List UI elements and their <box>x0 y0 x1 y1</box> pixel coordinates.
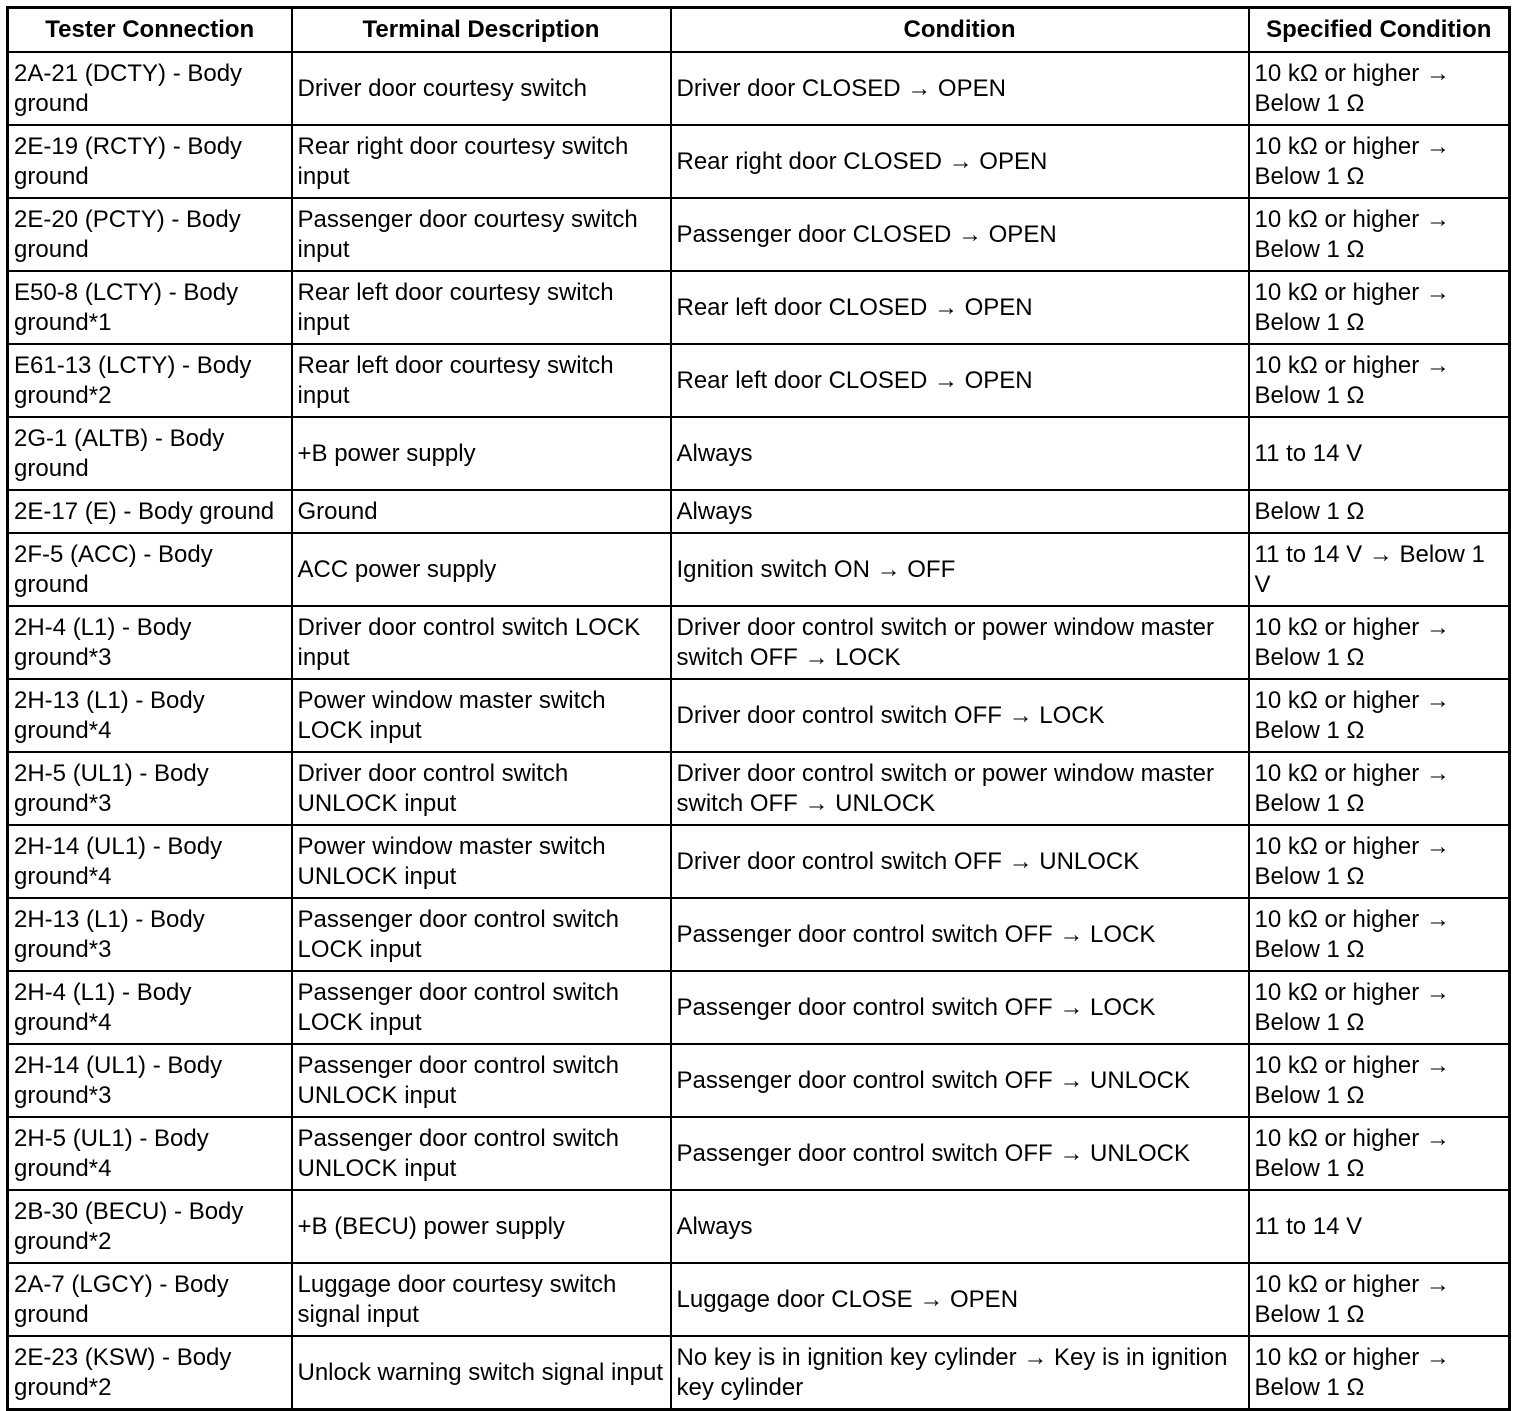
condition-cell: No key is in ignition key cylinder → Key is in ignition key cylinder <box>671 1336 1249 1410</box>
table-row <box>8 417 1510 490</box>
specified-condition-cell: 10 kΩ or higher → Below 1 Ω <box>1249 271 1510 344</box>
specified-condition-cell: 10 kΩ or higher → Below 1 Ω <box>1249 679 1510 752</box>
specified-condition-cell: 10 kΩ or higher → Below 1 Ω <box>1249 898 1510 971</box>
terminal-description-cell: Passenger door control switch UNLOCK input <box>292 1117 671 1190</box>
tester-connection-cell: 2A-21 (DCTY) - Body ground <box>8 52 292 125</box>
table-row <box>8 198 1510 271</box>
condition-cell: Passenger door CLOSED → OPEN <box>671 198 1249 271</box>
table-row <box>8 1336 1510 1410</box>
tester-connection-cell: 2H-5 (UL1) - Body ground*3 <box>8 752 292 825</box>
specified-condition-cell: 10 kΩ or higher → Below 1 Ω <box>1249 752 1510 825</box>
specified-condition-cell: 10 kΩ or higher → Below 1 Ω <box>1249 1336 1510 1410</box>
condition-cell: Rear left door CLOSED → OPEN <box>671 344 1249 417</box>
tester-connection-cell: 2E-20 (PCTY) - Body ground <box>8 198 292 271</box>
table-row <box>8 606 1510 679</box>
terminal-description-cell: Power window master switch UNLOCK input <box>292 825 671 898</box>
condition-cell: Passenger door control switch OFF → UNLOCK <box>671 1044 1249 1117</box>
condition-cell: Driver door control switch or power window master switch OFF → LOCK <box>671 606 1249 679</box>
table-row <box>8 344 1510 417</box>
condition-cell: Passenger door control switch OFF → UNLOCK <box>671 1117 1249 1190</box>
condition-cell: Luggage door CLOSE → OPEN <box>671 1263 1249 1336</box>
terminal-description-cell: Passenger door courtesy switch input <box>292 198 671 271</box>
terminal-description-cell: +B power supply <box>292 417 671 490</box>
table-row <box>8 490 1510 533</box>
tester-connection-cell: 2B-30 (BECU) - Body ground*2 <box>8 1190 292 1263</box>
terminal-inspection-table-container <box>6 6 1511 1411</box>
condition-cell: Passenger door control switch OFF → LOCK <box>671 898 1249 971</box>
table-row <box>8 1263 1510 1336</box>
table-row <box>8 1117 1510 1190</box>
terminal-description-cell: Driver door control switch LOCK input <box>292 606 671 679</box>
terminal-description-cell: Unlock warning switch signal input <box>292 1336 671 1410</box>
terminal-description-cell: Power window master switch LOCK input <box>292 679 671 752</box>
terminal-description-cell: Luggage door courtesy switch signal input <box>292 1263 671 1336</box>
tester-connection-cell: 2H-14 (UL1) - Body ground*3 <box>8 1044 292 1117</box>
condition-cell: Rear left door CLOSED → OPEN <box>671 271 1249 344</box>
table-body <box>8 52 1510 1410</box>
tester-connection-cell: 2H-5 (UL1) - Body ground*4 <box>8 1117 292 1190</box>
tester-connection-cell: 2E-17 (E) - Body ground <box>8 490 292 533</box>
tester-connection-cell: 2H-13 (L1) - Body ground*4 <box>8 679 292 752</box>
tester-connection-cell: E61-13 (LCTY) - Body ground*2 <box>8 344 292 417</box>
table-row <box>8 1044 1510 1117</box>
tester-connection-cell: 2H-4 (L1) - Body ground*4 <box>8 971 292 1044</box>
terminal-description-cell: Passenger door control switch LOCK input <box>292 971 671 1044</box>
condition-cell: Always <box>671 490 1249 533</box>
specified-condition-cell: 11 to 14 V <box>1249 417 1510 490</box>
tester-connection-cell: 2G-1 (ALTB) - Body ground <box>8 417 292 490</box>
tester-connection-cell: 2A-7 (LGCY) - Body ground <box>8 1263 292 1336</box>
specified-condition-cell: 10 kΩ or higher → Below 1 Ω <box>1249 825 1510 898</box>
terminal-description-cell: ACC power supply <box>292 533 671 606</box>
tester-connection-cell: 2H-4 (L1) - Body ground*3 <box>8 606 292 679</box>
condition-cell: Ignition switch ON → OFF <box>671 533 1249 606</box>
header-row <box>8 8 1510 53</box>
terminal-description-cell: Rear left door courtesy switch input <box>292 271 671 344</box>
header-tester-connection: Tester Connection <box>8 8 292 53</box>
specified-condition-cell: 10 kΩ or higher → Below 1 Ω <box>1249 971 1510 1044</box>
condition-cell: Always <box>671 417 1249 490</box>
header-specified-condition: Specified Condition <box>1249 8 1510 53</box>
terminal-description-cell: Passenger door control switch UNLOCK input <box>292 1044 671 1117</box>
terminal-description-cell: Rear left door courtesy switch input <box>292 344 671 417</box>
table-row <box>8 52 1510 125</box>
table-header <box>8 8 1510 53</box>
condition-cell: Rear right door CLOSED → OPEN <box>671 125 1249 198</box>
specified-condition-cell: 10 kΩ or higher → Below 1 Ω <box>1249 1263 1510 1336</box>
tester-connection-cell: E50-8 (LCTY) - Body ground*1 <box>8 271 292 344</box>
specified-condition-cell: 10 kΩ or higher → Below 1 Ω <box>1249 125 1510 198</box>
terminal-description-cell: +B (BECU) power supply <box>292 1190 671 1263</box>
table-row <box>8 1190 1510 1263</box>
table-row <box>8 271 1510 344</box>
specified-condition-cell: Below 1 Ω <box>1249 490 1510 533</box>
specified-condition-cell: 10 kΩ or higher → Below 1 Ω <box>1249 198 1510 271</box>
condition-cell: Driver door CLOSED → OPEN <box>671 52 1249 125</box>
specified-condition-cell: 11 to 14 V <box>1249 1190 1510 1263</box>
header-terminal-description: Terminal Description <box>292 8 671 53</box>
table-row <box>8 125 1510 198</box>
table-row <box>8 898 1510 971</box>
terminal-description-cell: Driver door control switch UNLOCK input <box>292 752 671 825</box>
specified-condition-cell: 10 kΩ or higher → Below 1 Ω <box>1249 606 1510 679</box>
table-row <box>8 971 1510 1044</box>
terminal-description-cell: Ground <box>292 490 671 533</box>
condition-cell: Driver door control switch OFF → LOCK <box>671 679 1249 752</box>
condition-cell: Always <box>671 1190 1249 1263</box>
specified-condition-cell: 10 kΩ or higher → Below 1 Ω <box>1249 1044 1510 1117</box>
table-row <box>8 752 1510 825</box>
tester-connection-cell: 2H-14 (UL1) - Body ground*4 <box>8 825 292 898</box>
specified-condition-cell: 11 to 14 V → Below 1 V <box>1249 533 1510 606</box>
specified-condition-cell: 10 kΩ or higher → Below 1 Ω <box>1249 344 1510 417</box>
table-row <box>8 825 1510 898</box>
terminal-description-cell: Rear right door courtesy switch input <box>292 125 671 198</box>
table-row <box>8 679 1510 752</box>
condition-cell: Driver door control switch OFF → UNLOCK <box>671 825 1249 898</box>
terminal-inspection-table <box>6 6 1511 1411</box>
tester-connection-cell: 2E-19 (RCTY) - Body ground <box>8 125 292 198</box>
condition-cell: Passenger door control switch OFF → LOCK <box>671 971 1249 1044</box>
table-row <box>8 533 1510 606</box>
terminal-description-cell: Driver door courtesy switch <box>292 52 671 125</box>
tester-connection-cell: 2H-13 (L1) - Body ground*3 <box>8 898 292 971</box>
specified-condition-cell: 10 kΩ or higher → Below 1 Ω <box>1249 52 1510 125</box>
tester-connection-cell: 2F-5 (ACC) - Body ground <box>8 533 292 606</box>
specified-condition-cell: 10 kΩ or higher → Below 1 Ω <box>1249 1117 1510 1190</box>
header-condition: Condition <box>671 8 1249 53</box>
tester-connection-cell: 2E-23 (KSW) - Body ground*2 <box>8 1336 292 1410</box>
terminal-description-cell: Passenger door control switch LOCK input <box>292 898 671 971</box>
condition-cell: Driver door control switch or power window master switch OFF → UNLOCK <box>671 752 1249 825</box>
